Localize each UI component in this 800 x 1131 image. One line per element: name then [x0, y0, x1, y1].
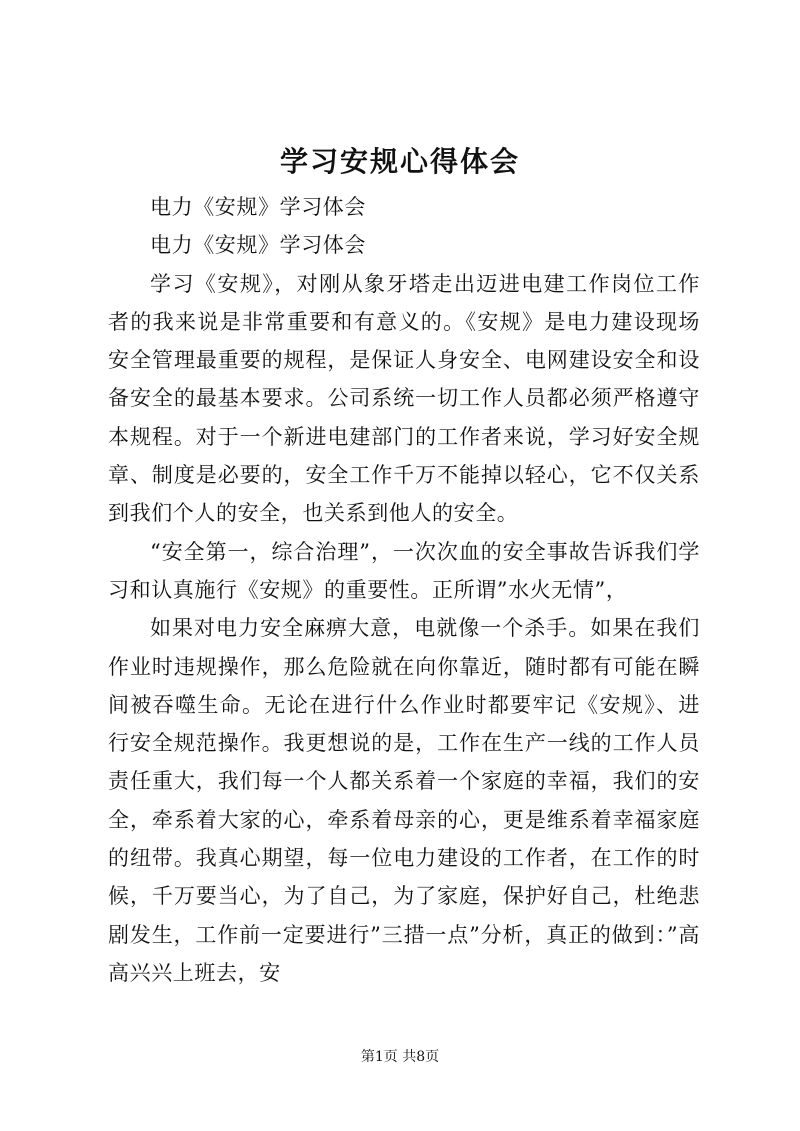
paragraph-subtitle-1: 电力《安规》学习体会 [150, 195, 366, 219]
document-title: 学习安规心得体会 [279, 145, 520, 178]
document-body [108, 188, 700, 992]
paragraph-warning: 如果对电力安全麻痹大意，电就像一个杀手。如果在我们作业时违规操作，那么危险就在向你靠近，随时都有可能在瞬间被吞噬生命。无论在进行什么作业时都要牢记《安规》、进行安全规范操作。我更想说的是，工作在生产一线的工作人员责任重大，我们每一个人都关系着一个家庭的幸福，我们的安全，牵系着大家的心，牵系着母亲的心，更是维系着幸福家庭的纽带。我真心期望，每一位电力建设的工作者，在工作的时候，千万要当心，为了自己，为了家庭，保护好自己，杜绝悲剧发生，工作前一定要进行”三措一点”分析，真正的做到：”高高兴兴上班去，安 [108, 616, 700, 985]
page-footer: 第1页 共8页 [360, 1049, 440, 1065]
paragraph-subtitle-2: 电力《安规》学习体会 [150, 233, 366, 258]
paragraph-safety-first: “安全第一，综合治理”，一次次血的安全事故告诉我们学习和认真施行《安规》的重要性。正所谓”水火无情”， [108, 539, 700, 602]
paragraph-intro: 学习《安规》，对刚从象牙塔走出迈进电建工作岗位工作者的我来说是非常重要和有意义的。《安规》是电力建设现场安全管理最重要的规程，是保证人身安全、电网建设安全和设备安全的最基本要求。公司系统一切工作人员都必须严格遵守本规程。对于一个新进电建部门的工作者来说，学习好安全规章、制度是必要的，安全工作千万不能掉以轻心，它不仅关系到我们个人的安全，也关系到他人的安全。 [108, 271, 700, 526]
